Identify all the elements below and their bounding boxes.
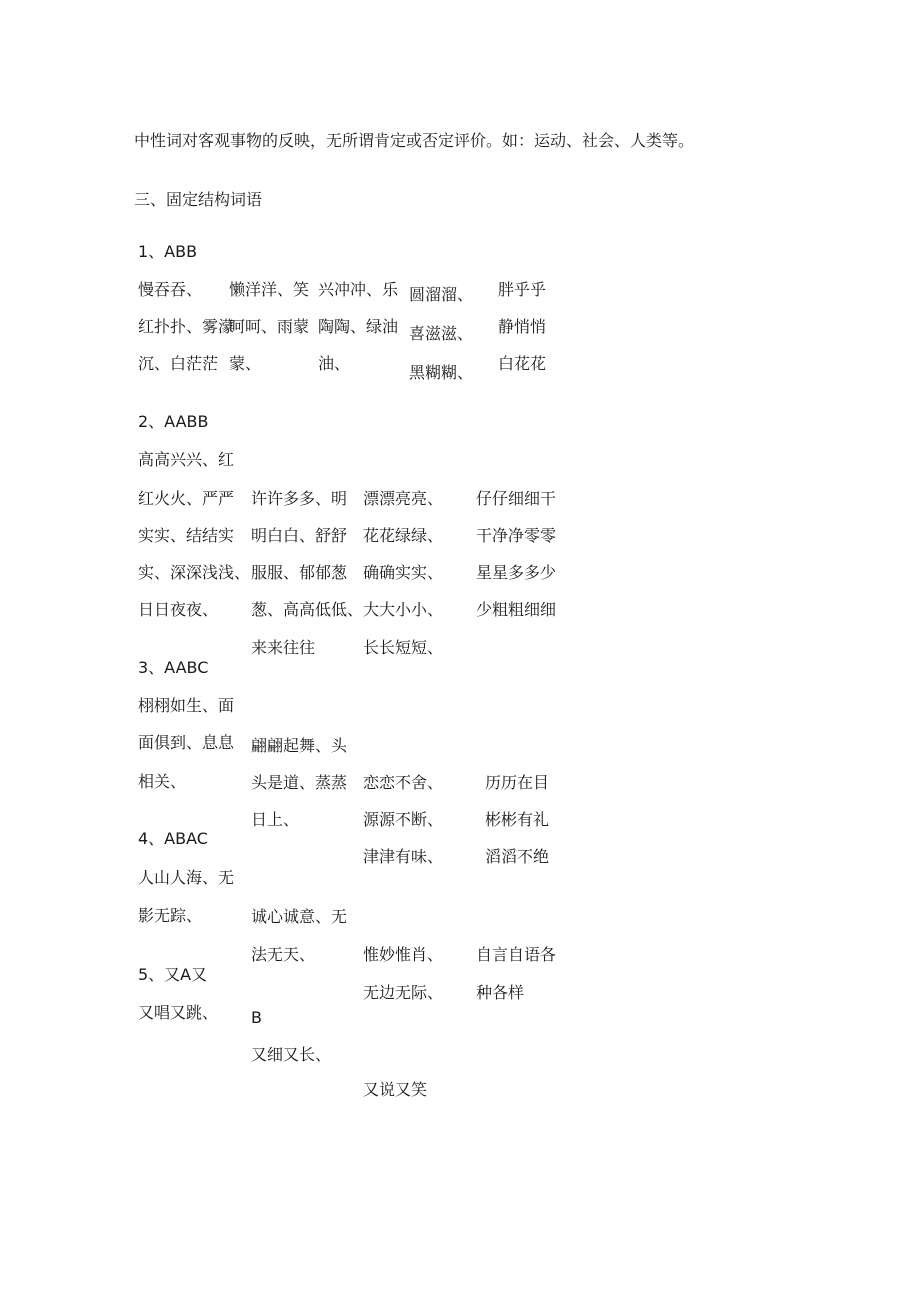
aabb-col3-line4: 大大小小、 (363, 600, 444, 619)
aabb-col1-line5: 日日夜夜、 (138, 600, 219, 619)
aabb-col2-line2: 明白白、舒舒 (251, 526, 348, 545)
abb-col5-line3: 白花花 (498, 354, 547, 373)
aabc-col3-line2: 源源不断、 (363, 810, 444, 829)
yaayb-col2-line1: 又细又长、 (251, 1045, 332, 1064)
heading-yaayb-cont: B (251, 1008, 262, 1027)
abb-col2-line3: 蒙、 (229, 354, 262, 373)
heading-abac: 4、ABAC (138, 829, 208, 848)
aabb-col4-line3: 星星多多少 (476, 563, 557, 582)
abb-col3-line1: 兴冲冲、乐 (318, 280, 399, 299)
aabc-col2-line1: 翩翩起舞、头 (251, 736, 348, 755)
abb-col1-line2: 红扑扑、雾濛 (138, 317, 235, 336)
abac-col1-line1: 人山人海、无 (138, 868, 235, 887)
aabb-col1-line1: 高高兴兴、红 (138, 450, 235, 469)
abb-col3-line2: 陶陶、绿油 (318, 317, 399, 336)
aabc-col3-line3: 津津有味、 (363, 847, 444, 866)
aabb-col2-line5: 来来往往 (251, 638, 316, 657)
aabb-col2-line3: 服服、郁郁葱 (251, 563, 348, 582)
aabb-col3-line3: 确确实实、 (363, 563, 444, 582)
abac-col4-line1: 自言自语各 (476, 945, 557, 964)
aabb-col2-line1: 许许多多、明 (251, 489, 348, 508)
abb-col2-line1: 懒洋洋、笑 (229, 280, 310, 299)
aabc-col2-line2: 头是道、蒸蒸 (251, 773, 348, 792)
abb-col2-line2: 呵呵、雨蒙 (229, 317, 310, 336)
abb-col5-line1: 胖乎乎 (498, 280, 547, 299)
yaayb-col3-line1: 又说又笑 (363, 1080, 428, 1099)
abb-col1-line3: 沉、白茫茫 (138, 354, 219, 373)
abac-col1-line2: 影无踪、 (138, 906, 203, 925)
abac-col2-line2: 法无天、 (251, 945, 316, 964)
aabc-col4-line1: 历历在目 (485, 773, 550, 792)
heading-aabc: 3、AABC (138, 658, 209, 677)
aabc-col3-line1: 恋恋不舍、 (363, 773, 444, 792)
yaayb-col1-line1: 又唱又跳、 (138, 1003, 219, 1022)
abb-col1-line1: 慢吞吞、 (138, 280, 203, 299)
aabb-col1-line4: 实、深深浅浅、 (138, 563, 251, 582)
aabc-col1-line2: 面俱到、息息 (138, 733, 235, 752)
aabc-col4-line3: 滔滔不绝 (485, 847, 550, 866)
aabc-col2-line3: 日上、 (251, 810, 300, 829)
abb-col4-line3: 黑糊糊、 (409, 363, 474, 382)
aabb-col2-line4: 葱、高高低低、 (251, 600, 364, 619)
section-title: 三、固定结构词语 (134, 190, 263, 209)
aabc-col4-line2: 彬彬有礼 (485, 810, 550, 829)
aabb-col4-line2: 干净净零零 (476, 526, 557, 545)
heading-yaayb: 5、又A又 (138, 965, 208, 984)
aabc-col1-line1: 栩栩如生、面 (138, 696, 235, 715)
aabb-col4-line1: 仔仔细细干 (476, 489, 557, 508)
abac-col3-line1: 惟妙惟肖、 (363, 945, 444, 964)
heading-aabb: 2、AABB (138, 412, 209, 431)
aabb-col3-line1: 漂漂亮亮、 (363, 489, 444, 508)
aabb-col3-line2: 花花绿绿、 (363, 526, 444, 545)
abb-col5-line2: 静悄悄 (498, 317, 547, 336)
aabb-col1-line2: 红火火、严严 (138, 489, 235, 508)
abb-col3-line3: 油、 (318, 354, 351, 373)
aabb-col1-line3: 实实、结结实 (138, 526, 235, 545)
aabb-col4-line4: 少粗粗细细 (476, 600, 557, 619)
aabb-col3-line5: 长长短短、 (363, 638, 444, 657)
abb-col4-line1: 圆溜溜、 (409, 285, 474, 304)
abac-col3-line2: 无边无际、 (363, 983, 444, 1002)
abb-col4-line2: 喜滋滋、 (409, 324, 474, 343)
abac-col2-line1: 诚心诚意、无 (251, 907, 348, 926)
aabc-col1-line3: 相关、 (138, 772, 187, 791)
abac-col4-line2: 种各样 (476, 983, 525, 1002)
heading-abb: 1、ABB (138, 242, 198, 261)
intro-paragraph: 中性词对客观事物的反映，无所谓肯定或否定评价。如：运动、社会、人类等。 (134, 131, 695, 150)
